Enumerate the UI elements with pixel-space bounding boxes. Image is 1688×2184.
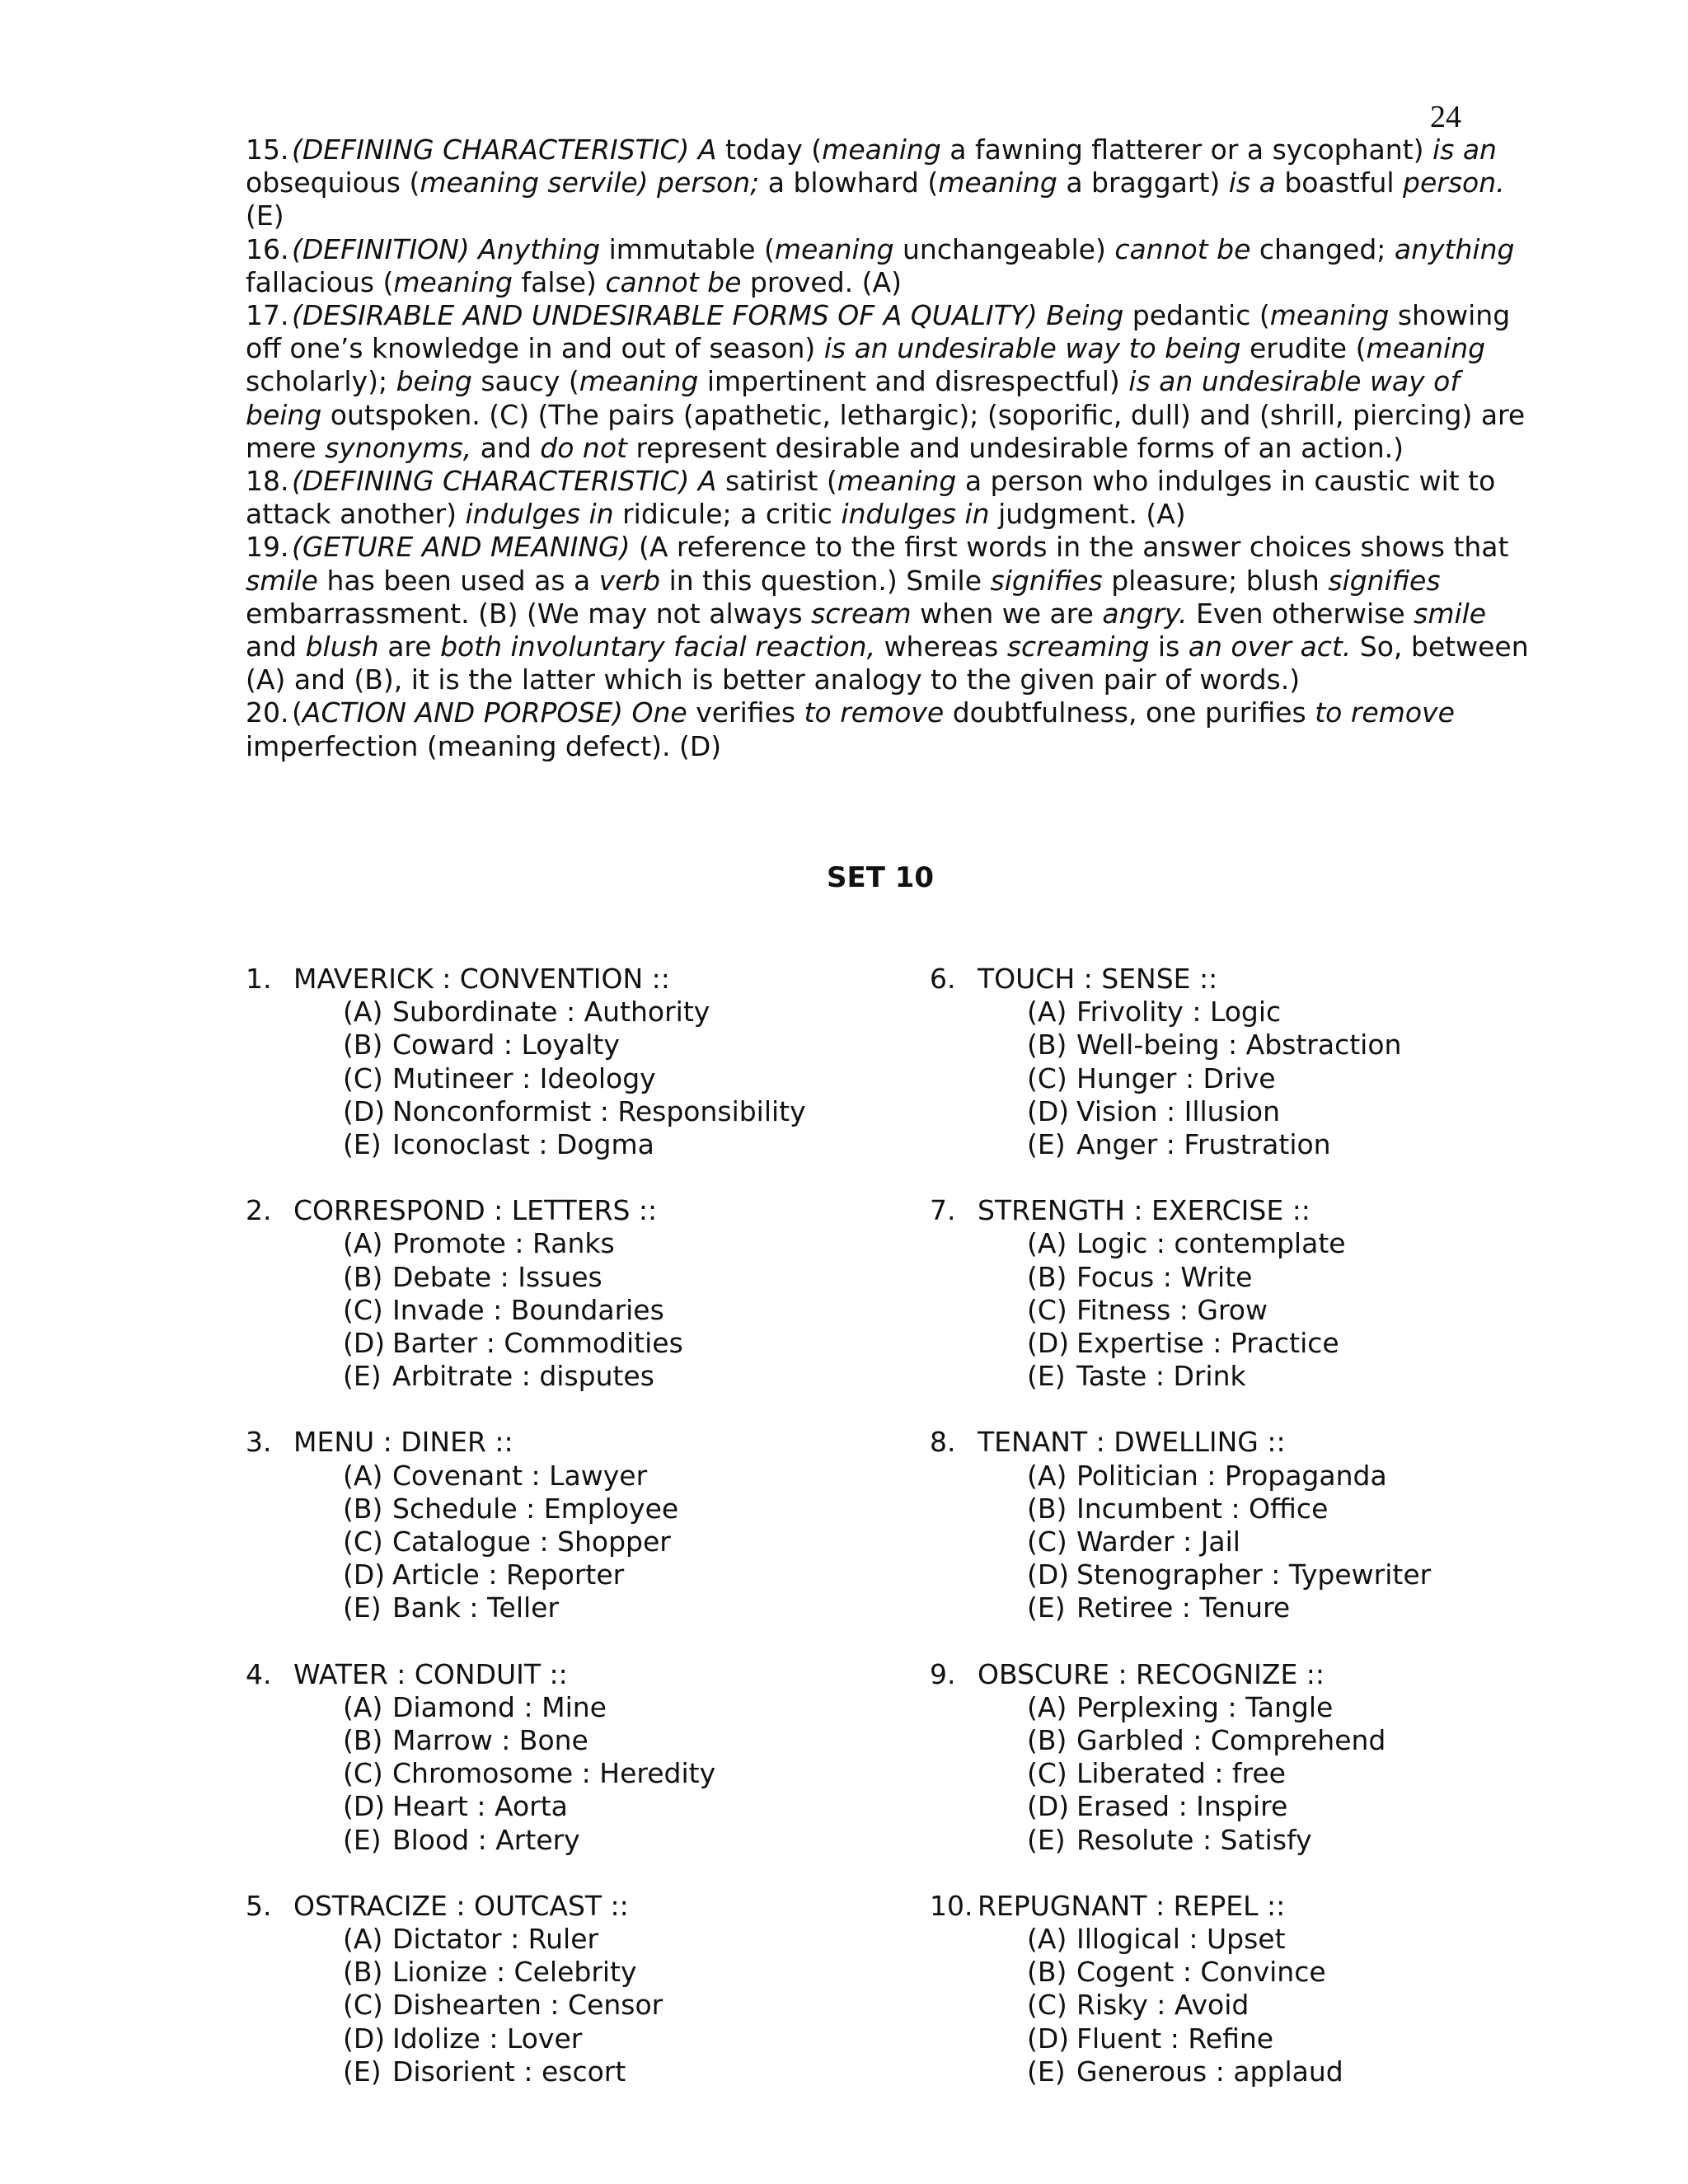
option-text: Focus : Write <box>1076 1260 1253 1293</box>
option-letter: (C) <box>1027 1062 1067 1094</box>
answer-text-segment: signifies <box>1328 564 1441 597</box>
answer-text-segment: doubtfulness, one purifies <box>944 696 1315 729</box>
question-stem <box>930 1194 1573 1227</box>
question-stem-text: CORRESPOND : LETTERS :: <box>293 1194 658 1227</box>
answer-text-segment: (DESIRABLE AND UNDESIRABLE FORMS OF A QUALITY) Being <box>292 299 1124 332</box>
option-text: Resolute : Satisfy <box>1076 1823 1312 1856</box>
answer-option <box>246 1724 889 1757</box>
answer-text-segment: meaning <box>1269 299 1390 332</box>
option-letter: (B) <box>1027 1724 1067 1757</box>
option-letter: (A) <box>343 996 383 1029</box>
answer-option <box>930 1062 1573 1095</box>
answer-option <box>246 996 889 1029</box>
answer-text-segment: showing off one’s knowledge in and out of season) <box>246 299 1511 365</box>
option-text: Blood : Artery <box>392 1823 580 1856</box>
answer-option <box>930 1460 1573 1493</box>
question-stem-text: OBSCURE : RECOGNIZE :: <box>978 1657 1325 1690</box>
answer-number: 20. <box>246 696 289 729</box>
answer-option <box>246 1227 889 1260</box>
question-stem <box>246 1426 889 1459</box>
option-letter: (A) <box>1027 1923 1067 1956</box>
question-stem <box>930 1658 1573 1691</box>
option-text: Debate : Issues <box>392 1260 603 1293</box>
question-number: 5. <box>246 1889 272 1922</box>
answer-text-segment: is an <box>1432 134 1497 166</box>
option-text: Incumbent : Office <box>1076 1492 1329 1525</box>
set-title: SET 10 <box>827 861 935 894</box>
page-number: 24 <box>1430 100 1461 134</box>
question-number: 6. <box>930 963 956 995</box>
answer-text-segment: indulges in <box>465 498 614 531</box>
answer-text-segment: judgment. (A) <box>989 498 1186 531</box>
answer-text-segment: (E) <box>246 199 284 232</box>
option-letter: (B) <box>343 1956 383 1989</box>
question-item <box>930 1658 1573 1857</box>
question-stem-text: STRENGTH : EXERCISE :: <box>978 1194 1311 1227</box>
option-letter: (E) <box>1027 1591 1066 1624</box>
option-letter: (D) <box>343 1558 386 1591</box>
answer-option <box>930 1493 1573 1526</box>
question-number: 8. <box>930 1426 956 1459</box>
answer-option <box>930 1261 1573 1294</box>
option-letter: (A) <box>343 1459 383 1492</box>
question-item <box>246 1194 889 1393</box>
option-text: Invade : Boundaries <box>392 1293 664 1326</box>
option-text: Heart : Aorta <box>392 1790 568 1823</box>
answer-option <box>246 1460 889 1493</box>
questions-left-column <box>246 963 889 2121</box>
answer-number: 16. <box>246 232 289 265</box>
option-letter: (E) <box>1027 2055 1066 2088</box>
option-text: Stenographer : Typewriter <box>1076 1558 1432 1591</box>
option-letter: (B) <box>1027 1492 1067 1525</box>
answer-option <box>930 1724 1573 1757</box>
answer-option <box>930 1558 1573 1591</box>
answer-option <box>930 1790 1573 1823</box>
option-text: Coward : Loyalty <box>392 1029 620 1062</box>
answer-option <box>246 1923 889 1956</box>
answer-text-segment: imperfection (meaning defect). (D) <box>246 729 722 762</box>
answer-explanations <box>246 134 1531 763</box>
option-text: Warder : Jail <box>1076 1526 1240 1558</box>
answer-text-segment: is an undesirable way to being <box>823 332 1241 365</box>
option-text: Schedule : Employee <box>392 1492 679 1525</box>
answer-text-segment: unchangeable) <box>893 232 1115 265</box>
option-text: Dishearten : Censor <box>392 1989 663 2022</box>
answer-text-segment: meaning <box>579 365 699 398</box>
option-letter: (E) <box>343 1128 382 1161</box>
answer-option <box>246 1360 889 1393</box>
answer-text-segment: meaning <box>1366 332 1486 365</box>
answer-text-segment: is an undesirable way of being <box>246 365 1460 431</box>
answer-text-segment: scholarly); <box>246 365 396 398</box>
option-text: Taste : Drink <box>1076 1360 1246 1393</box>
option-text: Generous : applaud <box>1076 2055 1343 2088</box>
answer-text-segment: meaning <box>774 232 894 265</box>
option-letter: (D) <box>1027 1790 1070 1823</box>
option-letter: (A) <box>343 1690 383 1723</box>
answer-text-segment: smile <box>1414 597 1487 630</box>
question-stem <box>930 1890 1573 1923</box>
question-stem-text: WATER : CONDUIT :: <box>293 1657 568 1690</box>
option-letter: (E) <box>1027 1128 1066 1161</box>
question-stem <box>246 963 889 996</box>
option-text: Logic : contemplate <box>1076 1227 1346 1260</box>
answer-text-segment: scream <box>811 597 912 630</box>
option-letter: (E) <box>343 1823 382 1856</box>
option-letter: (D) <box>1027 2022 1070 2055</box>
answer-option <box>930 2022 1573 2055</box>
option-letter: (A) <box>343 1227 383 1260</box>
question-item <box>246 1890 889 2088</box>
answer-item <box>246 134 1531 233</box>
option-letter: (C) <box>1027 1757 1067 1790</box>
answer-text-segment: in this question.) Smile <box>660 564 991 597</box>
option-text: Idolize : Lover <box>392 2022 583 2055</box>
answer-text-segment: embarrassment. (B) (We may not always <box>246 597 812 630</box>
answer-option <box>246 1824 889 1857</box>
answer-text-segment: boastful <box>1275 166 1404 199</box>
answer-text-segment: (GETURE AND MEANING) <box>292 531 631 564</box>
answer-option <box>246 1691 889 1724</box>
answer-text-segment: whereas <box>875 630 1007 663</box>
option-letter: (B) <box>343 1029 383 1062</box>
answer-text-segment: (DEFINITION) Anything <box>292 232 601 265</box>
question-item <box>246 1658 889 1857</box>
answer-text-segment: and <box>246 630 306 663</box>
answer-option <box>930 1989 1573 2022</box>
option-text: Cogent : Convince <box>1076 1956 1326 1989</box>
answer-option <box>930 1294 1573 1327</box>
answer-option <box>930 1691 1573 1724</box>
question-stem-text: TENANT : DWELLING :: <box>978 1426 1286 1459</box>
option-letter: (E) <box>1027 1360 1066 1393</box>
answer-option <box>930 1227 1573 1260</box>
option-letter: (E) <box>343 1591 382 1624</box>
answer-text-segment: indulges in <box>841 498 990 531</box>
option-text: Garbled : Comprehend <box>1076 1724 1386 1757</box>
option-letter: (B) <box>343 1260 383 1293</box>
answer-option <box>246 1493 889 1526</box>
option-text: Nonconformist : Responsibility <box>392 1094 806 1127</box>
answer-option <box>246 2055 889 2088</box>
answer-text-segment: blush <box>305 630 379 663</box>
answer-text-segment: (DEFINING CHARACTERISTIC) A <box>292 465 717 498</box>
answer-text-segment: today ( <box>716 134 823 166</box>
answer-text-segment: meaning <box>822 134 941 166</box>
option-letter: (D) <box>1027 1558 1070 1591</box>
answer-item <box>246 465 1531 531</box>
answer-option <box>930 1327 1573 1360</box>
answer-text-segment: meaning <box>938 166 1057 199</box>
answer-text-segment: a blowhard ( <box>759 166 939 199</box>
answer-option <box>930 1360 1573 1393</box>
answer-item <box>246 299 1531 465</box>
option-text: Expertise : Practice <box>1076 1327 1339 1360</box>
question-number: 9. <box>930 1657 956 1690</box>
option-text: Promote : Ranks <box>392 1227 615 1260</box>
question-number: 4. <box>246 1657 272 1690</box>
answer-text-segment: to remove <box>1315 696 1455 729</box>
question-item <box>246 1426 889 1624</box>
option-text: Arbitrate : disputes <box>392 1360 654 1393</box>
answer-text-segment: smile <box>246 564 318 597</box>
questions-right-column <box>930 963 1573 2121</box>
answer-text-segment: cannot be <box>1114 232 1251 265</box>
answer-option <box>246 1989 889 2022</box>
answer-text-segment: synonyms, <box>325 431 472 464</box>
question-item <box>930 1426 1573 1624</box>
question-number: 1. <box>246 963 272 995</box>
option-letter: (A) <box>1027 996 1067 1029</box>
question-stem-text: MENU : DINER :: <box>293 1426 513 1459</box>
question-number: 3. <box>246 1426 272 1459</box>
answer-option <box>246 1327 889 1360</box>
question-stem <box>246 1890 889 1923</box>
answer-text-segment: impertinent and disrespectful) <box>698 365 1129 398</box>
answer-text-segment: erudite ( <box>1240 332 1367 365</box>
option-letter: (C) <box>343 1526 383 1558</box>
option-text: Marrow : Bone <box>392 1724 588 1757</box>
option-letter: (D) <box>343 1790 386 1823</box>
answer-text-segment: ACTION AND PORPOSE) One <box>302 696 687 729</box>
option-letter: (E) <box>343 2055 382 2088</box>
option-text: Subordinate : Authority <box>392 996 710 1029</box>
answer-option <box>930 1128 1573 1161</box>
option-text: Covenant : Lawyer <box>392 1459 648 1492</box>
answer-option <box>246 1558 889 1591</box>
question-stem-text: TOUCH : SENSE :: <box>978 963 1218 995</box>
option-letter: (B) <box>1027 1029 1067 1062</box>
answer-number: 17. <box>246 299 289 332</box>
answer-option <box>246 1956 889 1989</box>
answer-option <box>246 1757 889 1790</box>
option-text: Liberated : free <box>1076 1757 1286 1790</box>
answer-text-segment: So, between (A) and (B), it is the latter which is better analogy to the given pair of words.) <box>246 630 1529 696</box>
option-letter: (A) <box>343 1923 383 1956</box>
answer-text-segment: signifies <box>990 564 1103 597</box>
option-letter: (E) <box>343 1360 382 1393</box>
answer-text-segment: proved. (A) <box>741 265 902 298</box>
answer-text-segment: meaning <box>837 465 957 498</box>
option-text: Fluent : Refine <box>1076 2022 1274 2055</box>
option-letter: (E) <box>1027 1823 1066 1856</box>
answer-option <box>930 1591 1573 1624</box>
answer-text-segment: to remove <box>804 696 945 729</box>
question-stem <box>246 1658 889 1691</box>
answer-text-segment: ( <box>292 696 302 729</box>
option-text: Anger : Frustration <box>1076 1128 1331 1161</box>
option-letter: (C) <box>343 1293 383 1326</box>
question-stem-text: OSTRACIZE : OUTCAST :: <box>293 1889 629 1922</box>
answer-text-segment: both involuntary facial reaction, <box>440 630 876 663</box>
answer-text-segment: a fawning flatterer or a sycophant) <box>940 134 1432 166</box>
option-text: Hunger : Drive <box>1076 1062 1276 1094</box>
answer-text-segment: screaming <box>1006 630 1150 663</box>
answer-text-segment: satirist ( <box>716 465 837 498</box>
option-letter: (B) <box>343 1724 383 1757</box>
answer-text-segment: anything <box>1394 232 1515 265</box>
answer-text-segment: (DEFINING CHARACTERISTIC) A <box>292 134 717 166</box>
option-text: Vision : Illusion <box>1076 1094 1281 1127</box>
answer-text-segment: Even otherwise <box>1187 597 1414 630</box>
answer-text-segment: saucy ( <box>471 365 579 398</box>
answer-option <box>930 1824 1573 1857</box>
answer-option <box>930 1923 1573 1956</box>
answer-item <box>246 233 1531 299</box>
answer-option <box>930 1526 1573 1558</box>
answer-text-segment: a braggart) <box>1057 166 1229 199</box>
answer-option <box>246 1526 889 1558</box>
answer-item <box>246 531 1531 696</box>
answer-text-segment: do not <box>540 431 627 464</box>
answer-text-segment: has been used as a <box>317 564 599 597</box>
question-item <box>246 963 889 1161</box>
option-text: Bank : Teller <box>392 1591 560 1624</box>
answer-option <box>246 1261 889 1294</box>
option-text: Well-being : Abstraction <box>1076 1029 1402 1062</box>
question-stem <box>930 963 1573 996</box>
answer-option <box>246 1062 889 1095</box>
answer-option <box>930 1095 1573 1128</box>
option-text: Mutineer : Ideology <box>392 1062 656 1094</box>
answer-text-segment: represent desirable and undesirable forms of an action.) <box>626 431 1404 464</box>
option-letter: (A) <box>1027 1459 1067 1492</box>
option-letter: (D) <box>343 1327 386 1360</box>
option-text: Disorient : escort <box>392 2055 626 2088</box>
option-text: Lionize : Celebrity <box>392 1956 637 1989</box>
option-letter: (A) <box>1027 1227 1067 1260</box>
option-text: Politician : Propaganda <box>1076 1459 1387 1492</box>
question-item <box>930 963 1573 1161</box>
option-letter: (D) <box>1027 1094 1070 1127</box>
answer-text-segment: a person who indulges in caustic wit to attack another) <box>246 465 1496 531</box>
option-text: Article : Reporter <box>392 1558 625 1591</box>
answer-number: 18. <box>246 465 289 498</box>
question-stem <box>246 1194 889 1227</box>
answer-option <box>930 996 1573 1029</box>
option-letter: (A) <box>1027 1690 1067 1723</box>
option-text: Chromosome : Heredity <box>392 1757 716 1790</box>
answer-text-segment: false) <box>513 265 606 298</box>
question-number: 7. <box>930 1194 956 1227</box>
option-text: Diamond : Mine <box>392 1690 607 1723</box>
answer-option <box>930 1956 1573 1989</box>
answer-text-segment: being <box>396 365 472 398</box>
answer-option <box>246 1095 889 1128</box>
question-stem <box>930 1426 1573 1459</box>
answer-text-segment: angry. <box>1102 597 1188 630</box>
option-text: Barter : Commodities <box>392 1327 683 1360</box>
answer-text-segment: is a <box>1228 166 1276 199</box>
answer-text-segment: meaning servile) person; <box>420 166 760 199</box>
answer-text-segment: an over act. <box>1188 630 1352 663</box>
question-item <box>930 1890 1573 2088</box>
option-letter: (B) <box>1027 1260 1067 1293</box>
answer-option <box>930 2055 1573 2088</box>
answer-item <box>246 696 1531 762</box>
answer-option <box>246 1128 889 1161</box>
option-letter: (C) <box>1027 1526 1067 1558</box>
option-text: Catalogue : Shopper <box>392 1526 671 1558</box>
answer-option <box>246 1029 889 1062</box>
option-text: Risky : Avoid <box>1076 1989 1250 2022</box>
answer-option <box>246 1294 889 1327</box>
option-text: Illogical : Upset <box>1076 1923 1286 1956</box>
answer-text-segment: changed; <box>1250 232 1395 265</box>
answer-text-segment: ridicule; a critic <box>613 498 842 531</box>
option-letter: (C) <box>343 1062 383 1094</box>
option-text: Fitness : Grow <box>1076 1293 1268 1326</box>
answer-text-segment: pedantic ( <box>1123 299 1270 332</box>
question-item <box>930 1194 1573 1393</box>
option-letter: (C) <box>1027 1293 1067 1326</box>
answer-option <box>246 1790 889 1823</box>
question-stem-text: MAVERICK : CONVENTION :: <box>293 963 670 995</box>
option-text: Perplexing : Tangle <box>1076 1690 1334 1723</box>
option-letter: (D) <box>1027 1327 1070 1360</box>
option-letter: (C) <box>343 1989 383 2022</box>
answer-text-segment: meaning <box>393 265 513 298</box>
option-letter: (D) <box>343 1094 386 1127</box>
answer-option <box>246 1591 889 1624</box>
answer-text-segment: person. <box>1403 166 1505 199</box>
answer-option <box>930 1757 1573 1790</box>
answer-number: 15. <box>246 134 289 166</box>
option-text: Erased : Inspire <box>1076 1790 1288 1823</box>
option-text: Frivolity : Logic <box>1076 996 1282 1029</box>
answer-text-segment: verb <box>598 564 661 597</box>
option-letter: (B) <box>1027 1956 1067 1989</box>
option-text: Retiree : Tenure <box>1076 1591 1291 1624</box>
answer-text-segment: are <box>378 630 441 663</box>
option-letter: (D) <box>343 2022 386 2055</box>
option-letter: (C) <box>343 1757 383 1790</box>
answer-text-segment: verifies <box>687 696 804 729</box>
answer-text-segment: and <box>471 431 541 464</box>
answer-option <box>930 1029 1573 1062</box>
answer-text-segment: immutable ( <box>600 232 775 265</box>
answer-text-segment: pleasure; blush <box>1102 564 1329 597</box>
option-text: Dictator : Ruler <box>392 1923 599 1956</box>
answer-text-segment: outspoken. (C) (The pairs (apathetic, lethargic); (soporific, dull) and (shrill, piercing) are mere <box>246 398 1526 464</box>
question-number: 10. <box>930 1889 973 1922</box>
answer-number: 19. <box>246 531 289 564</box>
question-stem-text: REPUGNANT : REPEL :: <box>978 1889 1286 1922</box>
option-letter: (C) <box>1027 1989 1067 2022</box>
option-letter: (B) <box>343 1492 383 1525</box>
answer-text-segment: obsequious ( <box>246 166 420 199</box>
option-text: Iconoclast : Dogma <box>392 1128 654 1161</box>
question-number: 2. <box>246 1194 272 1227</box>
answer-text-segment: (A reference to the first words in the answer choices shows that <box>630 531 1509 564</box>
answer-text-segment: cannot be <box>605 265 742 298</box>
answer-option <box>246 2022 889 2055</box>
answer-text-segment: is <box>1149 630 1189 663</box>
answer-text-segment: when we are <box>911 597 1103 630</box>
answer-text-segment: fallacious ( <box>246 265 394 298</box>
